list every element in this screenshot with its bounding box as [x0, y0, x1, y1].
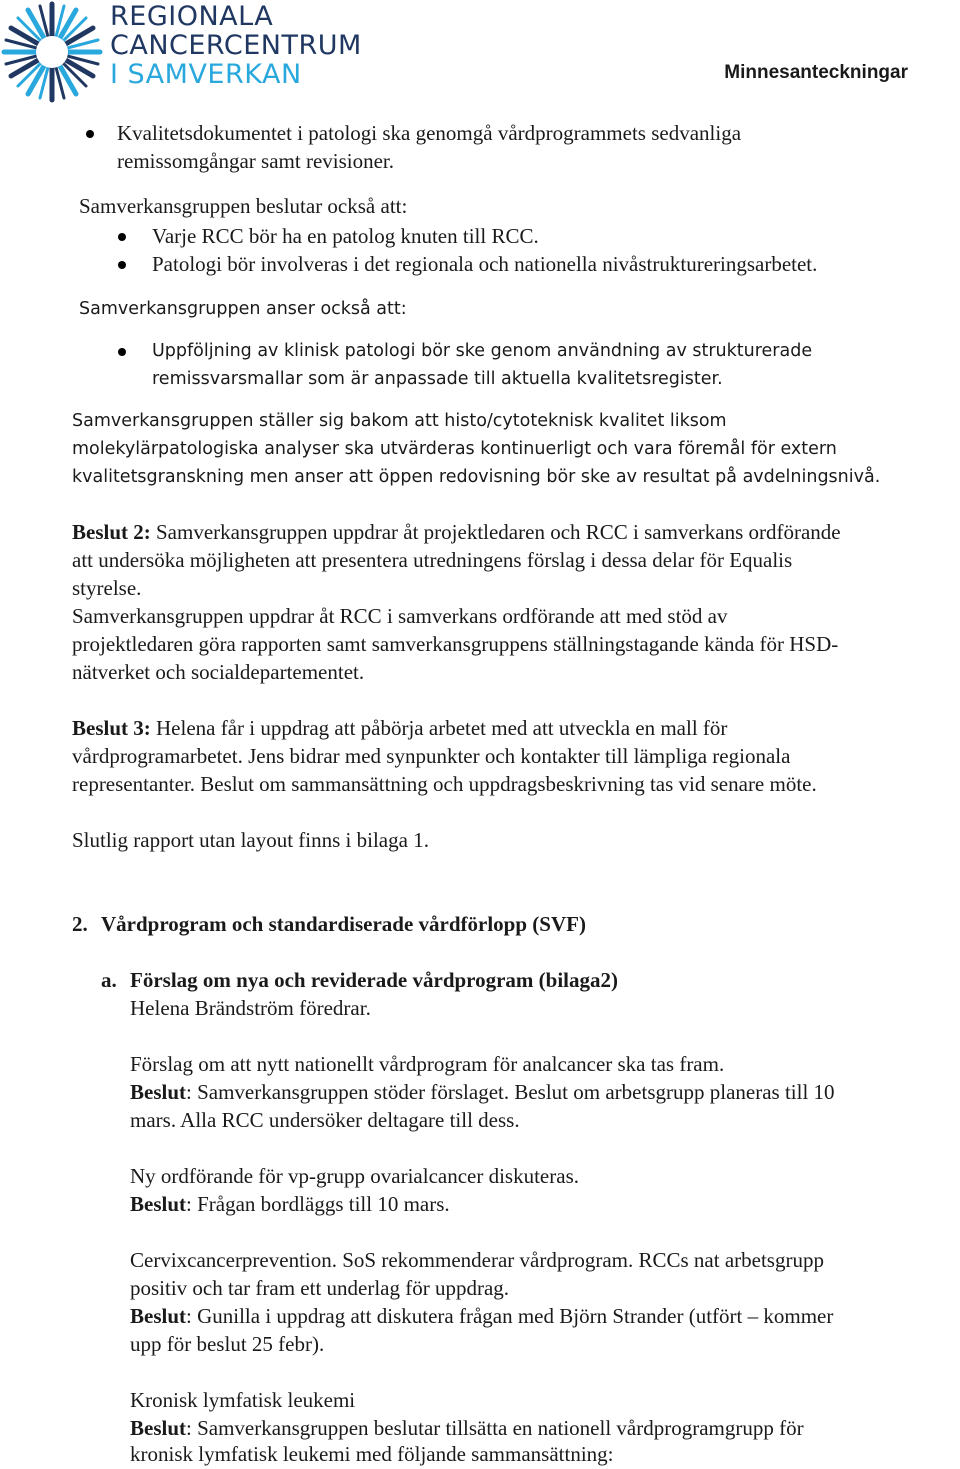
item-1-line-1: Förslag om att nytt nationellt vårdprogram för analcancer ska tas fram.: [130, 1052, 725, 1076]
decision-3-label: Beslut 3:: [72, 716, 151, 740]
logo-line-1: REGIONALA: [110, 1, 274, 32]
rcc-logo: [0, 0, 362, 105]
considers-line-2: remissvarsmallar som är anpassade till aktuella kvalitetsregister.: [152, 369, 723, 389]
item-3-line-4: upp för beslut 25 febr).: [130, 1332, 325, 1356]
decision-2-line-3: styrelse.: [72, 576, 142, 600]
decision-2-line-2: att undersöka möjligheten att presentera utredningens förslag i dessa delar för Equalis: [72, 548, 793, 572]
supports-line-1: Samverkansgruppen ställer sig bakom att histo/cytoteknisk kvalitet liksom: [72, 411, 727, 431]
section-2-heading: Vårdprogram och standardiserade vårdförlopp (SVF): [101, 912, 586, 936]
considers-label: Samverkansgruppen anser också att:: [79, 299, 407, 319]
bullet-icon: [118, 261, 126, 269]
item-4-line-2: Beslut: Samverkansgruppen beslutar tillsätta en nationell vårdprogramgrupp för: [130, 1416, 804, 1440]
bullet-icon: [118, 348, 126, 356]
item-2-line-1: Ny ordförande för vp-grupp ovarialcancer diskuteras.: [130, 1164, 579, 1188]
supports-line-3: kvalitetsgranskning men anser att öppen redovisning bör ske av resultat på avdelningsnivå.: [72, 467, 881, 487]
sunburst-icon: [0, 0, 105, 105]
decision-2-line-5: projektledaren göra rapporten samt samverkansgruppens ställningstagande kända för HSD-: [72, 632, 839, 656]
item-3-line-3: Beslut: Gunilla i uppdrag att diskutera frågan med Björn Strander (utfört – kommer: [130, 1304, 834, 1328]
decision-2-line-4: Samverkansgruppen uppdrar åt RCC i samverkans ordförande att med stöd av: [72, 604, 728, 628]
intro-bullet-line-2: remissomgångar samt revisioner.: [117, 149, 395, 173]
subsection-a-letter: a.: [101, 968, 117, 992]
bullet-icon: [86, 130, 94, 138]
supports-line-2: molekylärpatologiska analyser ska utvärderas kontinuerligt och vara föremål för extern: [72, 439, 837, 459]
logo-line-2: CANCERCENTRUM: [110, 30, 362, 61]
logo-line-3: I SAMVERKAN: [110, 59, 302, 90]
item-1-line-3: mars. Alla RCC undersöker deltagare till dess.: [130, 1108, 520, 1132]
decides-item-2: Patologi bör involveras i det regionala och nationella nivåstruktureringsarbetet.: [152, 252, 818, 276]
item-4-line-1: Kronisk lymfatisk leukemi: [130, 1388, 356, 1412]
logo-wordmark: [110, 2, 362, 89]
subsection-a-heading: Förslag om nya och reviderade vårdprogram (bilaga2): [130, 968, 619, 992]
bullet-icon: [118, 233, 126, 241]
decides-item-1: Varje RCC bör ha en patolog knuten till RCC.: [152, 224, 539, 248]
decision-2-label: Beslut 2:: [72, 520, 151, 544]
section-2-number: 2.: [72, 912, 88, 936]
item-4-line-3: kronisk lymfatisk leukemi med följande sammansättning:: [130, 1442, 614, 1466]
item-2-line-2: Beslut: Frågan bordläggs till 10 mars.: [130, 1192, 450, 1216]
intro-bullet-line-1: Kvalitetsdokumentet i patologi ska genomgå vårdprogrammets sedvanliga: [117, 121, 742, 145]
decision-3-line-3: representanter. Beslut om sammansättning och uppdragsbeskrivning tas vid senare möte.: [72, 772, 817, 796]
decision-2-line-6: nätverket och socialdepartementet.: [72, 660, 365, 684]
item-1-line-2: Beslut: Samverkansgruppen stöder förslaget. Beslut om arbetsgrupp planeras till 10: [130, 1080, 835, 1104]
document-type-label: Minnesanteckningar: [724, 62, 908, 83]
decides-label: Samverkansgruppen beslutar också att:: [79, 194, 408, 218]
considers-line-1: Uppföljning av klinisk patologi bör ske genom användning av strukturerade: [152, 341, 813, 361]
decision-3-line-2: vårdprogramarbetet. Jens bidrar med synpunkter och kontakter till lämpliga regionala: [72, 744, 791, 768]
item-3-line-2: positiv och tar fram ett underlag för uppdrag.: [130, 1276, 510, 1300]
decision-2-line-1: Beslut 2: Samverkansgruppen uppdrar åt projektledaren och RCC i samverkans ordförande: [72, 520, 841, 544]
presenter-line: Helena Brändström föredrar.: [130, 996, 371, 1020]
item-3-line-1: Cervixcancerprevention. SoS rekommenderar vårdprogram. RCCs nat arbetsgrupp: [130, 1248, 824, 1272]
final-report-note: Slutlig rapport utan layout finns i bilaga 1.: [72, 828, 429, 852]
decision-3-line-1: Beslut 3: Helena får i uppdrag att påbörja arbetet med att utveckla en mall för: [72, 716, 728, 740]
